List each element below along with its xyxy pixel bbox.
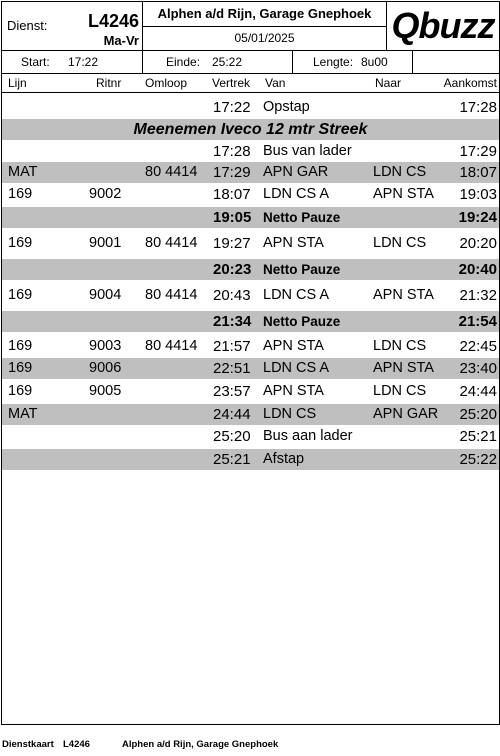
cell-vertrek: 19:27 [213, 235, 251, 252]
cell-ritnr: 9004 [89, 287, 122, 303]
col-vertrek: Vertrek [212, 76, 251, 90]
table-row [2, 141, 499, 162]
cell-lijn: 169 [8, 186, 33, 202]
length-value: 8u00 [361, 55, 388, 69]
cell-vertrek: 20:23 [213, 261, 252, 278]
page-footer [0, 738, 500, 752]
end-time: 25:22 [212, 55, 243, 69]
table-row [2, 426, 499, 447]
table-row [2, 381, 499, 402]
cell-van: APN GAR [263, 164, 329, 180]
pause-row [2, 259, 499, 280]
col-lijn: Lijn [8, 76, 27, 90]
end-label: Einde: [166, 55, 201, 69]
col-naar: Naar [375, 76, 402, 90]
cell-van: APN STA [263, 235, 324, 251]
cell-omloop: 80 4414 [145, 164, 198, 180]
table-row [2, 233, 499, 254]
cell-van: LDN CS [263, 406, 317, 422]
cell-vertrek: 19:05 [213, 209, 252, 226]
length-label: Lengte: [313, 55, 354, 69]
cell-naar: APN GAR [373, 406, 439, 422]
cell-lijn: MAT [8, 164, 38, 180]
table-row [2, 285, 499, 306]
cell-aankomst: 21:54 [458, 313, 497, 330]
garage-name: Alphen a/d Rijn, Garage Gnephoek [143, 2, 386, 27]
cell-lijn: 169 [8, 338, 33, 354]
cell-vertrek: 21:57 [213, 338, 251, 355]
section-title-row [2, 119, 499, 140]
cell-naar: LDN CS [373, 164, 427, 180]
cell-van: Opstap [263, 99, 310, 115]
cell-aankomst: 19:03 [459, 186, 497, 203]
pause-row [2, 207, 499, 228]
table-row [2, 336, 499, 357]
table-row [2, 449, 499, 470]
cell-van: LDN CS A [263, 287, 330, 303]
cell-lijn: MAT [8, 406, 38, 422]
duty-card [1, 1, 500, 725]
cell-vertrek: 21:34 [213, 313, 252, 330]
cell-van: Bus aan lader [263, 428, 353, 444]
col-omloop: Omloop [145, 76, 188, 90]
footer-code: L4246 [63, 739, 90, 750]
cell-aankomst: 25:22 [459, 451, 497, 468]
dienst-label: Dienst: [7, 18, 48, 33]
service-date: 05/01/2025 [234, 31, 295, 45]
cell-naar: LDN CS [373, 338, 427, 354]
card-header [2, 2, 499, 51]
cell-naar: APN STA [373, 186, 434, 202]
cell-ritnr: 9003 [89, 338, 122, 354]
cell-naar: APN STA [373, 287, 434, 303]
cell-omloop: 80 4414 [145, 235, 198, 251]
cell-van: APN STA [263, 383, 324, 399]
cell-vertrek: 23:57 [213, 383, 251, 400]
garage-cell [143, 2, 387, 50]
dienst-cell [2, 2, 143, 50]
table-row [2, 184, 499, 205]
column-header [2, 74, 499, 93]
cell-ritnr: 9005 [89, 383, 122, 399]
cell-van: APN STA [263, 338, 324, 354]
col-van: Van [265, 76, 286, 90]
cell-aankomst: 17:28 [459, 99, 497, 116]
section-title: Meenemen Iveco 12 mtr Streek [133, 121, 368, 138]
cell-ritnr: 9001 [89, 235, 122, 251]
cell-lijn: 169 [8, 360, 33, 376]
cell-aankomst: 20:40 [458, 261, 497, 278]
cell-naar: LDN CS [373, 383, 427, 399]
divider [292, 51, 293, 73]
cell-naar: LDN CS [373, 235, 427, 251]
cell-vertrek: 25:21 [213, 451, 251, 468]
cell-omloop: 80 4414 [145, 287, 198, 303]
cell-aankomst: 21:32 [459, 287, 497, 304]
cell-vertrek: 17:29 [213, 164, 251, 181]
cell-aankomst: 19:24 [458, 209, 497, 226]
cell-van: Afstap [263, 451, 305, 467]
cell-van: Netto Pauze [263, 210, 341, 225]
start-time: 17:22 [68, 55, 99, 69]
cell-van: LDN CS A [263, 186, 330, 202]
cell-naar: APN STA [373, 360, 434, 376]
cell-aankomst: 17:29 [459, 143, 497, 160]
cell-vertrek: 20:43 [213, 287, 251, 304]
footer-label: Dienstkaart [2, 739, 54, 750]
cell-aankomst: 25:21 [459, 428, 497, 445]
cell-vertrek: 17:22 [213, 99, 251, 116]
cell-aankomst: 20:20 [459, 235, 497, 252]
cell-lijn: 169 [8, 287, 33, 303]
cell-aankomst: 18:07 [459, 164, 497, 181]
col-aankomst: Aankomst [443, 76, 497, 90]
cell-lijn: 169 [8, 383, 33, 399]
start-label: Start: [21, 55, 50, 69]
cell-aankomst: 24:44 [459, 383, 497, 400]
divider [412, 51, 413, 73]
table-row [2, 97, 499, 118]
divider [142, 51, 143, 73]
cell-van: Bus van lader [263, 143, 352, 159]
dienst-code: L4246 [87, 11, 139, 31]
cell-aankomst: 25:20 [459, 406, 497, 423]
footer-garage: Alphen a/d Rijn, Garage Gnephoek [122, 739, 279, 750]
qbuzz-logo: Qbuzz [391, 5, 495, 46]
dienst-days: Ma-Vr [103, 33, 139, 48]
cell-lijn: 169 [8, 235, 33, 251]
cell-aankomst: 23:40 [459, 360, 497, 377]
cell-van: Netto Pauze [263, 314, 341, 329]
cell-ritnr: 9002 [89, 186, 122, 202]
col-ritnr: Ritnr [96, 76, 122, 90]
cell-van: Netto Pauze [263, 262, 341, 277]
table-row [2, 162, 499, 183]
cell-aankomst: 22:45 [459, 338, 497, 355]
cell-omloop: 80 4414 [145, 338, 198, 354]
cell-vertrek: 24:44 [213, 406, 251, 423]
cell-vertrek: 22:51 [213, 360, 251, 377]
cell-vertrek: 18:07 [213, 186, 251, 203]
cell-vertrek: 25:20 [213, 428, 251, 445]
table-row [2, 358, 499, 379]
times-bar [2, 51, 499, 74]
cell-van: LDN CS A [263, 360, 330, 376]
cell-vertrek: 17:28 [213, 143, 251, 160]
pause-row [2, 311, 499, 332]
cell-ritnr: 9006 [89, 360, 122, 376]
table-row [2, 404, 499, 425]
